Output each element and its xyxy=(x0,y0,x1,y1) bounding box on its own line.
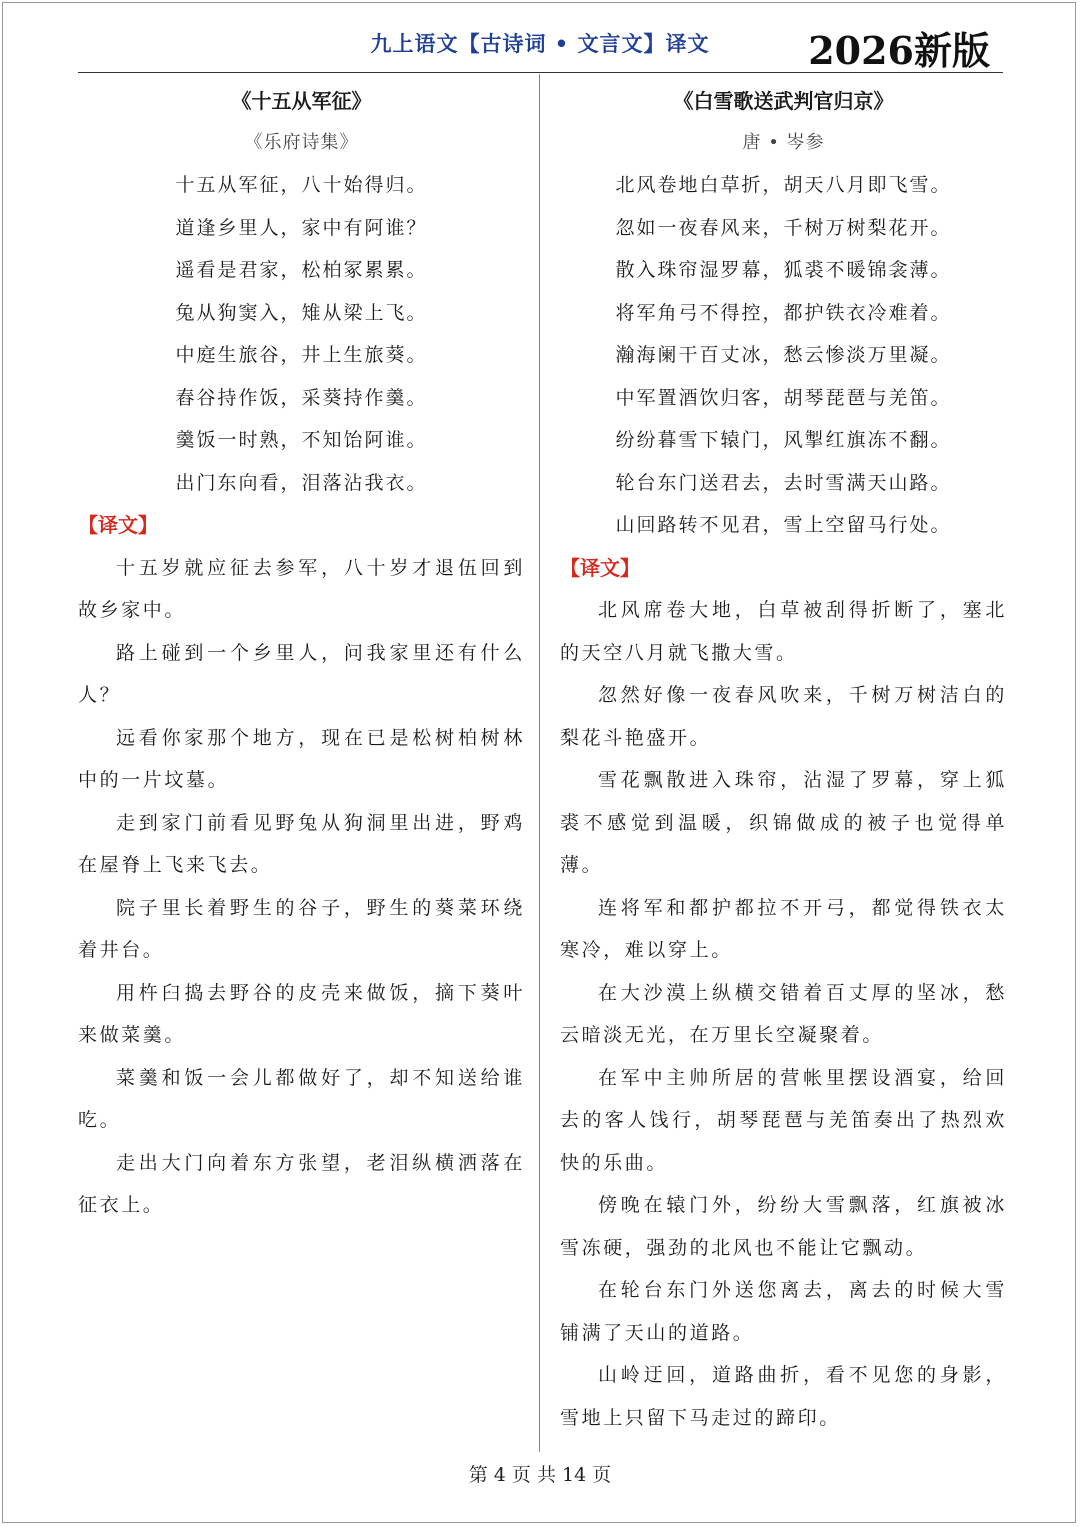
page-number: 第 4 页 共 14 页 xyxy=(468,1464,612,1486)
poem-title: 《十五从军征》 xyxy=(231,89,372,113)
poem-lines xyxy=(560,164,1007,547)
translation-paragraph: 用杵臼捣去野谷的皮壳来做饭，摘下葵叶来做菜羹。 xyxy=(78,981,525,1046)
poem-line: 中庭生旅谷，井上生旅葵。 xyxy=(175,344,428,366)
poem-lines xyxy=(78,164,525,504)
header-divider xyxy=(78,72,1003,73)
translation-paragraph: 在军中主帅所居的营帐里摆设酒宴，给回去的客人饯行，胡琴琵琶与羌笛奏出了热烈欢快的乐曲。 xyxy=(560,1066,1007,1174)
translation-paragraph: 山岭迂回，道路曲折，看不见您的身影，雪地上只留下马走过的蹄印。 xyxy=(560,1364,1007,1429)
translation-paragraph: 傍晚在辕门外，纷纷大雪飘落，红旗被冰雪冻硬，强劲的北风也不能让它飘动。 xyxy=(560,1194,1007,1259)
poem-line: 中军置酒饮归客，胡琴琵琶与羌笛。 xyxy=(615,386,952,409)
right-column xyxy=(560,80,1007,1439)
translation-paragraph: 北风席卷大地，白草被刮得折断了，塞北的天空八月就飞撒大雪。 xyxy=(560,599,1007,664)
poem-line: 忽如一夜春风来，千树万树梨花开。 xyxy=(615,216,952,239)
translation-heading: 【译文】 xyxy=(78,513,158,537)
document-header-title: 九上语文【古诗词 • 文言文】译文 xyxy=(370,32,710,56)
poem-line: 轮台东门送君去，去时雪满天山路。 xyxy=(615,471,952,494)
translation-paragraph: 连将军和都护都拉不开弓，都觉得铁衣太寒冷，难以穿上。 xyxy=(560,896,1007,961)
poem-line: 北风卷地白草折，胡天八月即飞雪。 xyxy=(615,174,952,196)
poem-line: 十五从军征，八十始得归。 xyxy=(175,174,428,196)
poem-line: 纷纷暮雪下辕门，风掣红旗冻不翻。 xyxy=(615,429,952,451)
poem-line: 羹饭一时熟，不知饴阿谁。 xyxy=(175,429,428,451)
poem-line: 出门东向看，泪落沾我衣。 xyxy=(175,471,428,494)
poem-source: 《乐府诗集》 xyxy=(244,132,359,153)
translation-paragraph: 菜羹和饭一会儿都做好了，却不知送给谁吃。 xyxy=(78,1066,525,1131)
translation-paragraph: 雪花飘散进入珠帘，沾湿了罗幕，穿上狐裘不感觉到温暖，织锦做成的被子也觉得单薄。 xyxy=(560,769,1007,876)
translation-heading: 【译文】 xyxy=(560,555,640,580)
poem-line: 遥看是君家，松柏冢累累。 xyxy=(175,259,428,281)
poem-title: 《白雪歌送武判官归京》 xyxy=(673,89,894,113)
poem-line: 瀚海阑干百丈冰，愁云惨淡万里凝。 xyxy=(615,344,952,366)
poem-author: 唐 • 岑参 xyxy=(742,132,825,153)
poem-line: 兔从狗窦入，雉从梁上飞。 xyxy=(175,301,428,324)
translation-paragraph: 十五岁就应征去参军，八十岁才退伍回到故乡家中。 xyxy=(78,556,525,621)
translation-paragraph: 在轮台东门外送您离去，离去的时候大雪铺满了天山的道路。 xyxy=(560,1279,1007,1344)
edition-label: 2026新版 xyxy=(808,28,990,73)
translation-paragraph: 在大沙漠上纵横交错着百丈厚的坚冰，愁云暗淡无光，在万里长空凝聚着。 xyxy=(560,981,1007,1046)
poem-line: 散入珠帘湿罗幕，狐裘不暖锦衾薄。 xyxy=(615,259,952,281)
translation-paragraph: 忽然好像一夜春风吹来，千树万树洁白的梨花斗艳盛开。 xyxy=(560,684,1007,749)
translation-paragraph: 路上碰到一个乡里人，问我家里还有什么人？ xyxy=(78,641,525,706)
poem-line: 山回路转不见君，雪上空留马行处。 xyxy=(615,514,952,536)
column-divider xyxy=(539,74,540,1452)
translation-paragraph: 走出大门向着东方张望，老泪纵横洒落在征衣上。 xyxy=(78,1151,525,1216)
translation-paragraph: 院子里长着野生的谷子，野生的葵菜环绕着井台。 xyxy=(78,896,525,961)
poem-line: 道逢乡里人，家中有阿谁？ xyxy=(175,216,428,239)
left-column xyxy=(78,80,525,1227)
poem-line: 将军角弓不得控，都护铁衣冷难着。 xyxy=(615,301,952,324)
translation-paragraph: 远看你家那个地方，现在已是松树柏树林中的一片坟墓。 xyxy=(78,726,525,791)
translation-paragraph: 走到家门前看见野兔从狗洞里出进，野鸡在屋脊上飞来飞去。 xyxy=(78,811,525,876)
poem-line: 舂谷持作饭，采葵持作羹。 xyxy=(175,386,428,409)
